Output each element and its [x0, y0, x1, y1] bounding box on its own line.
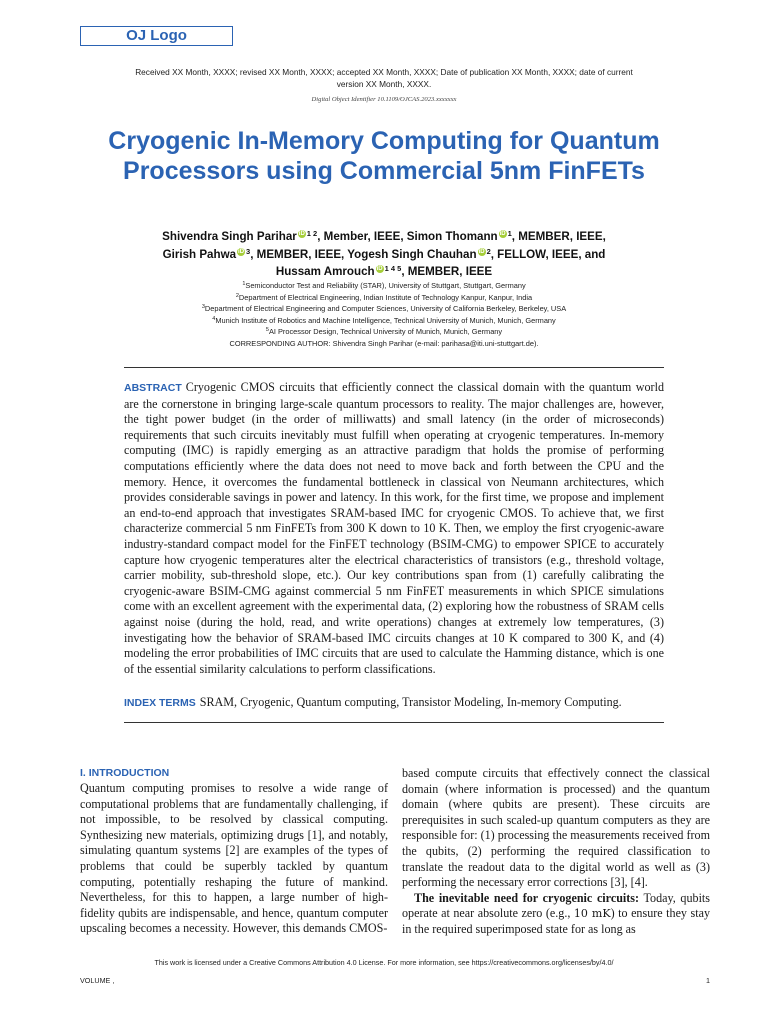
- author-role: , MEMBER, IEEE,: [511, 230, 606, 243]
- orcid-icon[interactable]: iD: [298, 231, 305, 237]
- author-name: Simon Thomann: [406, 230, 498, 243]
- paragraph: based compute circuits that effectively connect the classical domain (where information is processed) and the quantum domain (where qubits are present). These circuits are prerequisites in such scaled-up quantum computers as they are responsible for: (1) processing the measurements received from the qubits, (2) performing the required classification to translate the readout data to the digital world as well as (3) performing the necessary error corrections [3], [4].: [402, 766, 710, 890]
- divider: [124, 722, 664, 723]
- author-name: Shivendra Singh Parihar: [162, 230, 297, 243]
- affiliations: [150, 281, 618, 339]
- section-heading: I. INTRODUCTION: [80, 767, 170, 779]
- column-right: [402, 766, 710, 938]
- orcid-icon[interactable]: iD: [478, 248, 485, 255]
- page-number: 1: [706, 976, 710, 985]
- author-name: Girish Pahwa: [162, 247, 237, 261]
- orcid-icon[interactable]: iD: [499, 231, 506, 237]
- index-terms-label: INDEX TERMS: [124, 697, 196, 709]
- affiliation-line: $^5$AI Processor Design, Technical University of Munich, Munich, Germany: [265, 327, 503, 336]
- affiliation-line: $^2$Department of Electrical Engineering, Indian Institute of Technology Kanpur, Kanpur, India: [235, 292, 533, 302]
- orcid-icon[interactable]: iD: [376, 266, 383, 272]
- author-role: , MEMBER, IEEE,: [250, 247, 348, 261]
- volume-footer: VOLUME ,: [80, 976, 115, 985]
- abstract: [124, 380, 664, 677]
- affiliation-line: $^1$Semiconductor Test and Reliability (STAR), University of Stuttgart, Stuttgart, Germany: [242, 281, 526, 290]
- license-footer: This work is licensed under a Creative Commons Attribution 4.0 License. For more information, see https://creativecommons.org/licenses/by/4.0/: [154, 958, 614, 967]
- abstract-label: ABSTRACT: [124, 382, 182, 394]
- journal-logo: OJ Logo: [80, 26, 233, 46]
- author-affil-sup: 3: [246, 246, 251, 256]
- author-affil-sup: 2: [486, 246, 491, 256]
- corresponding-author: CORRESPONDING AUTHOR: Shivendra Singh Parihar (e-mail: parihasa@iti.uni-stuttgart.de).: [229, 339, 539, 348]
- math-value: 10 mK: [573, 907, 611, 921]
- doi: Digital Object Identifier 10.1109/OJCAS.2023.xxxxxxx: [311, 96, 457, 103]
- index-terms-text: SRAM, Cryogenic, Quantum computing, Transistor Modeling, In-memory Computing.: [199, 695, 622, 709]
- author-list: [100, 229, 668, 282]
- author-role: , FELLOW, IEEE, and: [490, 247, 606, 261]
- index-terms: [124, 695, 664, 711]
- abstract-text: Cryogenic CMOS circuits that efficiently connect the classical domain with the quantum world are the cornerstone in bringing large-scale quantum processors to reality. The major challenges are, however, the tight power budget (in the order of milliwatts) and small latency (in the order of microseconds) requirements that such circuits inevitably must fulfill when operating at cryogenic temperatures. In-memory computing (IMC) is rapidly emerging as an attractive paradigm that holds the promise of performing computations efficiently where the data does not need to move back and forth between the CPU and the memory. Hence, it overcomes the fundamental bottleneck in classical von Neumann architectures, which provides considerable savings in power and latency. In this work, for the first time, we propose and implement an end-to-end approach that investigates SRAM-based IMC for cryogenic CMOS. To achieve that, we first characterize commercial 5 nm FinFETs from 300 K down to 10 K. Then, we employ the first cryogenic-aware industry-standard compact model for the FinFET technology (BSIM-CMG) to empower SPICE to accurately capture how cryogenic temperatures alter the electrical characteristics of transistors (e.g., threshold voltage, carrier mobility, sub-threshold slope, etc.). Our key contributions span from (1) carefully calibrating the cryogenic-aware BSIM-CMG against commercial 5 nm FinFET measurements in which SPICE simulations come with an excellent agreement with the experimental data, (2) exploring how the robustness of SRAM cells against noise (during the hold, read, and write operations) changes at extremely low temperatures, (3) investigating how the behavior of SRAM-based IMC circuits changes at 10 K compared to 300 K, and (4) modeling the error probabilities of IMC circuits that are used to calculate the Hamming distance, which is one of the essential similarity calculations to perform classifications.: [124, 380, 664, 676]
- paragraph: The inevitable need for cryogenic circuits: Today, qubits operate at near absolute zero (e.g., 10 mK) to ensure they stay in the required superimposed state for as long as: [402, 890, 710, 936]
- received-dates: Received XX Month, XXXX; revised XX Month, XXXX; accepted XX Month, XXXX; Date of publication XX Month, XXXX; date of current version XX Month, XXXX.: [135, 67, 633, 89]
- column-left: [80, 766, 388, 937]
- author-name: Yogesh Singh Chauhan: [347, 247, 477, 261]
- author-role: , MEMBER, IEEE: [401, 265, 493, 278]
- author-affil-sup: 1 2: [306, 229, 318, 238]
- paper-title: Cryogenic In-Memory Computing for Quantum Processors using Commercial 5nm FinFETs: [108, 127, 660, 185]
- author-affil-sup: 1: [507, 229, 512, 238]
- divider: [124, 367, 664, 368]
- author-name: Hussam Amrouch: [275, 265, 375, 278]
- author-affil-sup: 1 4 5: [384, 264, 402, 273]
- author-role: , Member, IEEE,: [317, 230, 407, 243]
- affiliation-line: $^3$Department of Electrical Engineering and Computer Sciences, University of California Berkeley, Berkeley, USA: [201, 304, 567, 313]
- run-in-heading: The inevitable need for cryogenic circuits:: [414, 890, 640, 905]
- affiliation-line: $^4$Munich Institute of Robotics and Machine Intelligence, Technical University of Munich, Munich, Germany: [212, 315, 556, 325]
- orcid-icon[interactable]: iD: [238, 248, 245, 255]
- paragraph: Quantum computing promises to resolve a wide range of computational problems that are fundamentally challenging, if not impossible, to be resolved by classical computing. Synthesizing new materials, optimizing drugs [1], and notably, simulating quantum systems [2] are examples of the types of problems that could be superbly tackled by quantum computing, potentially reshaping the future of mankind. Nevertheless, for this to happen, a large number of high-fidelity qubits are indispensable, and hence, quantum computer upscaling becomes a necessity. However, this demands CMOS-: [80, 781, 388, 936]
